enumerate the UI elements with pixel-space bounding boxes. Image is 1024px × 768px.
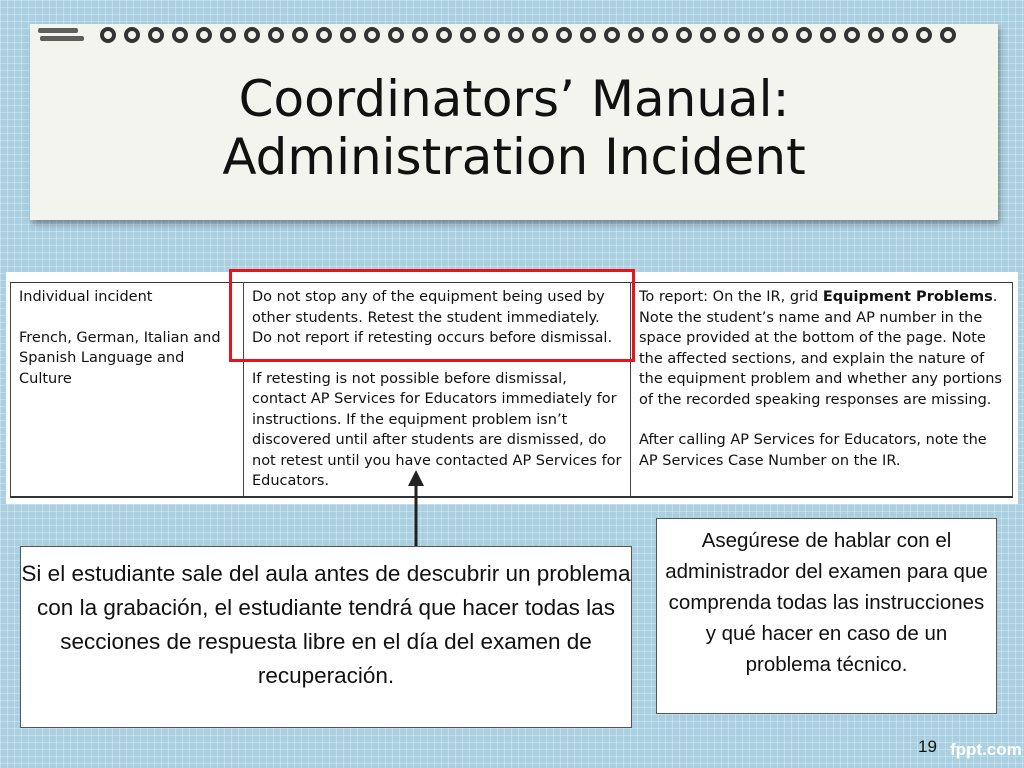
brand-watermark: fppt.com	[950, 740, 1022, 759]
callout-box-left	[20, 546, 632, 728]
report-text-bold: Equipment Problems	[822, 289, 993, 305]
callout-right-text: Asegúrese de hablar con el administrador del examen para que comprenda todas las instrucciones y qué hacer en caso de un problema técnico.	[665, 529, 988, 676]
report-cell	[631, 283, 1013, 497]
report-text-before: To report: On the IR, grid	[639, 289, 823, 305]
slide-title-line2: Administration Incident	[222, 128, 806, 186]
report-paragraph-1	[639, 287, 1004, 410]
action-paragraph-2: If retesting is not possible before dismissal, contact AP Services for Educators immediately for instructions. If the equipment problem isn’t discovered until after students are dismissed, do not retest until you have contacted AP Services for Educators.	[252, 370, 622, 489]
report-text-after: . Note the student’s name and AP number in the space provided at the bottom of the page. Note the affected sections, and explain the nature of the equipment problem and whether any portions of the recorded speaking responses are missing.	[639, 289, 1002, 408]
spiral-binding-decoration	[30, 24, 998, 54]
incident-type-cell	[11, 283, 244, 497]
slide-title-line1: Coordinators’ Manual:	[238, 70, 790, 128]
highlight-box	[229, 269, 635, 362]
callout-left-text: Si el estudiante sale del aula antes de descubrir un problema con la grabación, el estudiante tendrá que hacer todas las secciones de respuesta libre en el día del examen de recuperación.	[21, 561, 631, 688]
title-card	[30, 24, 998, 220]
callout-box-right	[656, 518, 997, 714]
up-arrow-icon	[404, 470, 428, 550]
incident-type-label: Individual incident	[19, 289, 153, 305]
action-paragraph-1: Do not stop any of the equipment being used by other students. Retest the student immediately. Do not report if retesting occurs before dismissal.	[252, 289, 613, 346]
slide-title	[30, 70, 998, 186]
page-number: 19	[918, 737, 937, 756]
incident-subjects: French, German, Italian and Spanish Language and Culture	[19, 329, 221, 387]
report-paragraph-2: After calling AP Services for Educators, note the AP Services Case Number on the IR.	[639, 432, 987, 469]
